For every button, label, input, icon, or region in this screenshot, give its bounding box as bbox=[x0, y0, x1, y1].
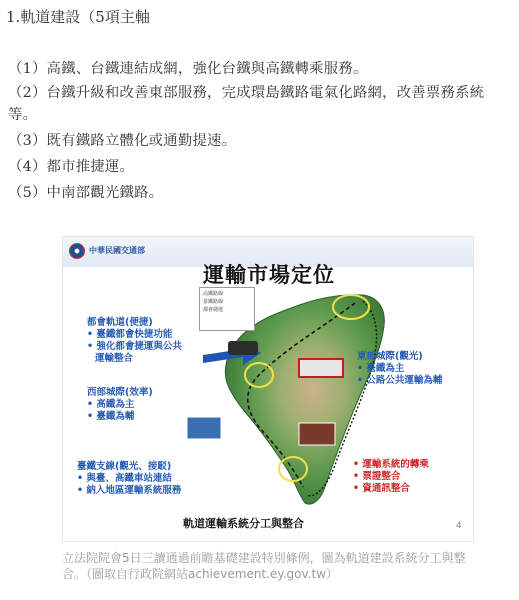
east-intercity-line: 公路公共運輸為輔 bbox=[366, 375, 443, 386]
ministry-name: 中華民國交通部 bbox=[89, 246, 145, 255]
figure-title: 運輸市場定位 bbox=[203, 263, 335, 287]
east-intercity-line: 臺鐵為主 bbox=[366, 363, 405, 374]
west-intercity-line: 臺鐵為輔 bbox=[96, 411, 135, 422]
item-4: （4）都市推捷運。 bbox=[8, 159, 135, 175]
west-intercity-heading: 西部城際(效率) bbox=[87, 387, 153, 398]
branch-line-line: 與臺、高鐵車站連結 bbox=[86, 473, 172, 484]
west-intercity-line: 高鐵為主 bbox=[96, 399, 135, 410]
integration-line: 運輸系統的轉乘 bbox=[362, 459, 429, 470]
legend-item: 高鐵路線 bbox=[203, 291, 224, 297]
map-legend bbox=[199, 287, 255, 331]
east-intercity-label: 東部城際(觀光) • 臺鐵為主 • 公路公共運輸為輔 bbox=[357, 351, 443, 386]
integration-line: 資通訊整合 bbox=[362, 483, 410, 494]
slide-page-number: 4 bbox=[456, 521, 462, 531]
urban-rail-line: 臺鐵都會快捷功能 bbox=[96, 329, 173, 340]
branch-line-heading: 臺鐵支線(觀光、接駁) bbox=[77, 461, 172, 472]
integration-line: 票證整合 bbox=[362, 471, 401, 482]
train-photo-south bbox=[299, 423, 335, 445]
train-photo-urban bbox=[228, 341, 258, 355]
section-heading: 1.軌道建設（5項主軸 bbox=[6, 8, 150, 26]
transport-positioning-figure bbox=[62, 236, 474, 542]
item-5: （5）中南部觀光鐵路。 bbox=[8, 185, 164, 201]
urban-rail-line: 強化都會捷運與公共 bbox=[96, 341, 182, 352]
urban-rail-heading: 都會軌道(便捷) bbox=[87, 317, 153, 328]
item-1: （1）高鐵、台鐵連結成網，強化台鐵與高鐵轉乘服務。 bbox=[8, 61, 368, 77]
legend-item: 臺鐵路線 bbox=[203, 299, 224, 305]
item-2: （2）台鐵升級和改善東部服務，完成環島鐵路電氣化路網，改善票務系統等。 bbox=[8, 85, 485, 123]
urban-rail-label: 都會軌道(便捷) • 臺鐵都會快捷功能 • 強化都會捷運與公共 運輸整合 bbox=[87, 317, 182, 364]
item-3: （3）既有鐵路立體化或通勤提速。 bbox=[8, 133, 237, 149]
integration-label: • 運輸系統的轉乘 • 票證整合 • 資通訊整合 bbox=[353, 459, 429, 494]
urban-rail-line: 運輸整合 bbox=[95, 353, 134, 364]
train-photo-west bbox=[187, 417, 221, 439]
legend-item: 都會捷運 bbox=[203, 307, 224, 313]
branch-line-label: 臺鐵支線(觀光、接駁) • 與臺、高鐵車站連結 • 納入地區運輸系統服務 bbox=[77, 461, 182, 496]
branch-line-line: 納入地區運輸系統服務 bbox=[86, 485, 182, 496]
image-caption: 立法院院會5日三讀通過前瞻基礎建設特別條例，圖為軌道建設系統分工與整合。（圖取自行政院網站achievement.ey.gov.tw） bbox=[62, 551, 466, 581]
east-intercity-heading: 東部城際(觀光) bbox=[357, 351, 423, 362]
west-intercity-label: 西部城際(效率) • 高鐵為主 • 臺鐵為輔 bbox=[87, 387, 153, 422]
train-photo-east bbox=[299, 359, 343, 377]
figure-bottom-title: 軌道運輸系統分工與整合 bbox=[183, 517, 304, 530]
